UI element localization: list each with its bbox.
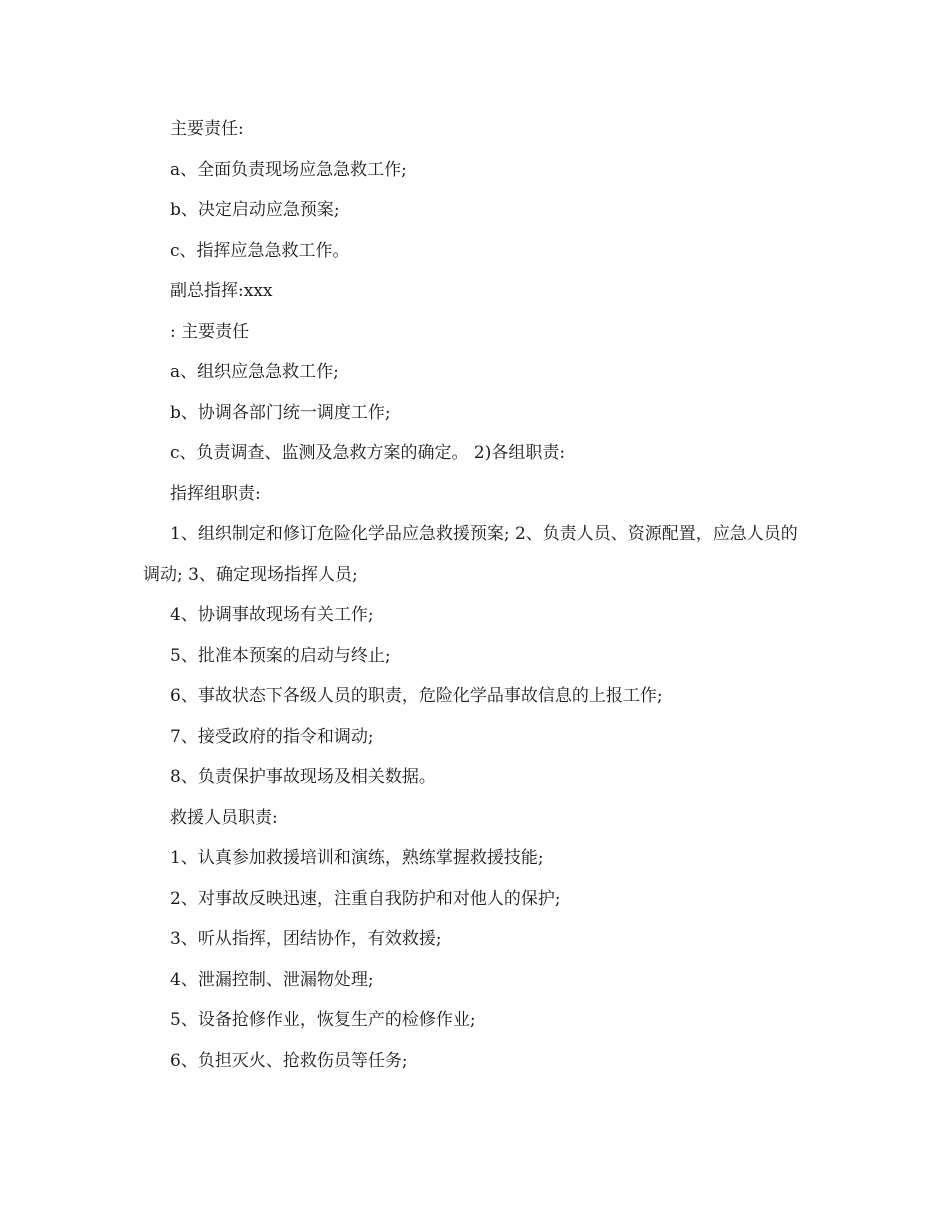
paragraph-command-duty-7: 7、接受政府的指令和调动; bbox=[170, 726, 374, 747]
paragraph-command-duty-8: 8、负责保护事故现场及相关数据。 bbox=[170, 767, 436, 787]
paragraph-duty-b: b、决定启动应急预案; bbox=[170, 200, 340, 220]
paragraph-deputy-duty-a: a、组织应急急救工作; bbox=[170, 362, 339, 382]
paragraph-duty-c: c、指挥应急急救工作。 bbox=[170, 240, 350, 261]
paragraph-rescue-duty-6: 6、负担灭火、抢救伤员等任务; bbox=[170, 1050, 408, 1071]
paragraph-rescue-heading: 救援人员职责: bbox=[170, 807, 278, 828]
paragraph-deputy-duty-c: c、负责调查、监测及急救方案的确定。 2)各组职责: bbox=[170, 443, 566, 463]
paragraph-main-duties-heading: 主要责任: bbox=[170, 119, 244, 139]
paragraph-deputy-duty-b: b、协调各部门统一调度工作; bbox=[170, 402, 391, 423]
paragraph-deputy-commander: 副总指挥:xxx bbox=[170, 281, 273, 301]
paragraph-command-duty-4: 4、协调事故现场有关工作; bbox=[170, 605, 374, 625]
paragraph-rescue-duty-1: 1、认真参加救援培训和演练，熟练掌握救援技能; bbox=[170, 848, 544, 868]
paragraph-command-group-heading: 指挥组职责: bbox=[170, 483, 261, 504]
paragraph-rescue-duty-4: 4、泄漏控制、泄漏物处理; bbox=[170, 969, 374, 990]
paragraph-deputy-duties-heading: : 主要责任 bbox=[170, 321, 250, 342]
paragraph-command-duty-5: 5、批准本预案的启动与终止; bbox=[170, 645, 391, 666]
paragraph-rescue-duty-5: 5、设备抢修作业，恢复生产的检修作业; bbox=[170, 1010, 476, 1030]
paragraph-command-duty-6: 6、事故状态下各级人员的职责，危险化学品事故信息的上报工作; bbox=[170, 686, 663, 706]
document-body bbox=[143, 109, 811, 1081]
paragraph-rescue-duty-3: 3、听从指挥，团结协作，有效救援; bbox=[170, 929, 442, 949]
paragraph-command-duty-1-3: 1、组织制定和修订危险化学品应急救援预案; 2、负责人员、资源配置，应急人员的调动; 3、确定现场指挥人员; bbox=[143, 524, 798, 585]
paragraph-duty-a: a、全面负责现场应急急救工作; bbox=[170, 159, 407, 180]
paragraph-rescue-duty-2: 2、对事故反映迅速，注重自我防护和对他人的保护; bbox=[170, 888, 561, 909]
